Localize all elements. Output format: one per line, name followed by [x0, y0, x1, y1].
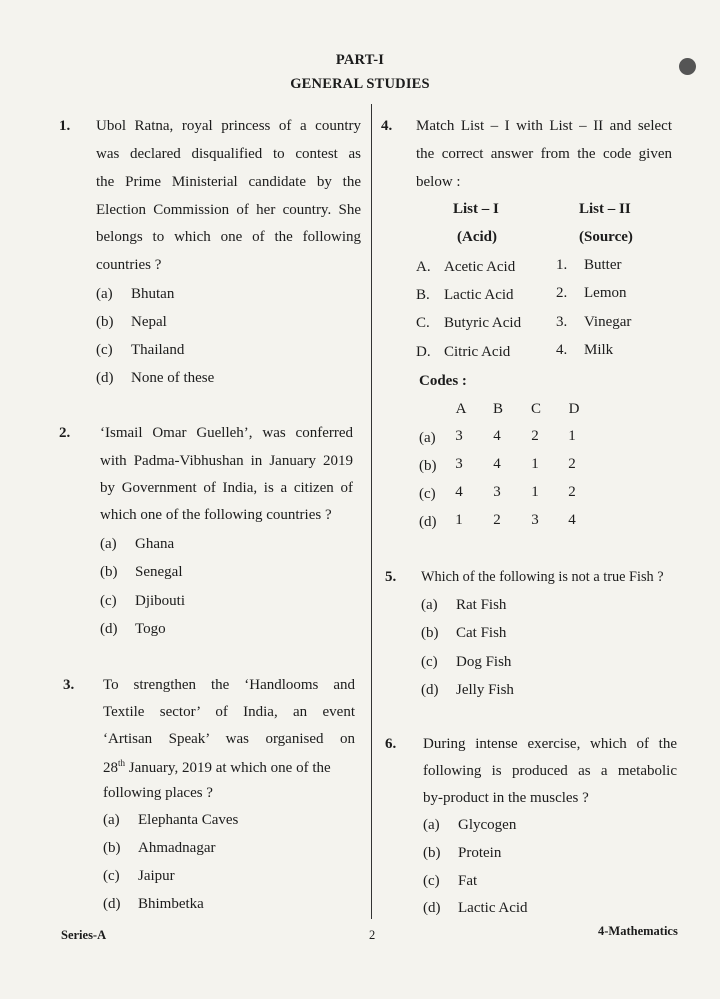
- question-5-option-a: (a) Rat Fish: [421, 597, 507, 613]
- question-5-option-c: (c) Dog Fish: [421, 654, 512, 670]
- list2-subtitle: (Source): [579, 229, 633, 245]
- question-4-line: below :: [416, 174, 461, 190]
- question-6-line: following is produced as a metabolic: [423, 763, 677, 779]
- question-1-option-d: (d) None of these: [96, 370, 215, 386]
- question-1-option-c: (c) Thailand: [96, 342, 185, 358]
- list1-item-a: A. Acetic Acid: [416, 259, 516, 275]
- list1-item-b: B. Lactic Acid: [416, 287, 514, 303]
- question-6-option-b: (b) Protein: [423, 845, 502, 861]
- code-value: 1: [455, 512, 463, 528]
- question-5-option-d: (d) Jelly Fish: [421, 682, 514, 698]
- question-3-line: Textile sector’ of India, an event: [103, 704, 355, 720]
- code-row-label: (c): [419, 486, 436, 502]
- question-2-option-a: (a) Ghana: [100, 536, 175, 552]
- code-value: 3: [455, 456, 463, 472]
- question-1-line: was declared disqualified to contest as: [96, 146, 361, 162]
- code-value: 4: [493, 456, 501, 472]
- code-row-label: (a): [419, 430, 436, 446]
- code-value: 4: [455, 484, 463, 500]
- code-row-label: (b): [419, 458, 437, 474]
- question-2-line: which one of the following countries ?: [100, 507, 332, 523]
- codes-label: Codes :: [419, 373, 467, 389]
- subject-label: 4-Mathematics: [598, 924, 678, 938]
- code-value: 1: [531, 484, 539, 500]
- question-2-option-b: (b) Senegal: [100, 564, 183, 580]
- question-2-option-c: (c) Djibouti: [100, 593, 186, 609]
- question-1-line: Election Commission of her country. She: [96, 202, 361, 218]
- code-value: 2: [568, 456, 576, 472]
- question-6-option-a: (a) Glycogen: [423, 817, 517, 833]
- section-heading: GENERAL STUDIES: [290, 76, 430, 92]
- code-header-a: A: [455, 401, 467, 417]
- code-header-d: D: [568, 401, 580, 417]
- question-3-option-b: (b) Ahmadnagar: [103, 840, 216, 856]
- question-3-line: 28th January, 2019 at which one of the: [103, 758, 331, 776]
- list1-title: List – I: [453, 201, 499, 217]
- list2-title: List – II: [579, 201, 631, 217]
- page-number: 2: [369, 928, 376, 942]
- question-4-line: Match List – I with List – II and select: [416, 118, 672, 134]
- question-2-line: by Government of India, is a citizen of: [100, 480, 353, 496]
- code-value: 3: [455, 428, 463, 444]
- code-value: 3: [531, 512, 539, 528]
- code-value: 2: [531, 428, 539, 444]
- question-1-option-b: (b) Nepal: [96, 314, 167, 330]
- question-5-option-b: (b) Cat Fish: [421, 625, 507, 641]
- code-value: 3: [493, 484, 501, 500]
- column-divider: [371, 104, 372, 919]
- question-5-line: Which of the following is not a true Fish ?: [421, 569, 664, 585]
- code-value: 1: [568, 428, 576, 444]
- question-3-line: To strengthen the ‘Handlooms and: [103, 677, 355, 693]
- question-3-option-c: (c) Jaipur: [103, 868, 175, 884]
- code-value: 4: [493, 428, 501, 444]
- code-value: 2: [568, 484, 576, 500]
- list1-item-c: C. Butyric Acid: [416, 315, 522, 331]
- question-3-line: ‘Artisan Speak’ was organised on: [103, 731, 355, 747]
- code-row-label: (d): [419, 514, 437, 530]
- question-6-option-d: (d) Lactic Acid: [423, 900, 528, 916]
- series-label: Series-A: [61, 928, 107, 942]
- question-6-line: by-product in the muscles ?: [423, 790, 589, 806]
- question-3-line: following places ?: [103, 785, 213, 801]
- question-3-option-a: (a) Elephanta Caves: [103, 812, 239, 828]
- question-2-option-d: (d) Togo: [100, 621, 166, 637]
- list1-item-d: D. Citric Acid: [416, 344, 511, 360]
- question-3-option-d: (d) Bhimbetka: [103, 896, 204, 912]
- part-heading: PART-I: [335, 52, 385, 68]
- code-value: 1: [531, 456, 539, 472]
- code-value: 2: [493, 512, 501, 528]
- list2-item-1: 1. Butter: [556, 257, 622, 273]
- question-6-line: During intense exercise, which of the: [423, 736, 677, 752]
- question-1-line: the Prime Ministerial candidate by the: [96, 174, 361, 190]
- question-4-line: the correct answer from the code given: [416, 146, 672, 162]
- question-2-line: ‘Ismail Omar Guelleh’, was conferred: [100, 425, 353, 441]
- list2-item-4: 4. Milk: [556, 342, 614, 358]
- question-2-number: 2.: [59, 425, 71, 441]
- question-6-option-c: (c) Fat: [423, 873, 478, 889]
- question-1-line: belongs to which one of the following: [96, 229, 361, 245]
- code-header-c: C: [530, 401, 541, 417]
- question-2-line: with Padma-Vibhushan in January 2019: [100, 453, 353, 469]
- list2-item-2: 2. Lemon: [556, 285, 627, 301]
- question-1-option-a: (a) Bhutan: [96, 286, 175, 302]
- question-6-number: 6.: [385, 736, 397, 752]
- question-5-number: 5.: [385, 569, 397, 585]
- code-header-b: B: [492, 401, 503, 417]
- question-1-line: Ubol Ratna, royal princess of a country: [96, 118, 361, 134]
- question-1-line: countries ?: [96, 257, 162, 273]
- question-4-number: 4.: [381, 118, 393, 134]
- question-1-number: 1.: [59, 118, 71, 134]
- code-value: 4: [568, 512, 576, 528]
- list2-item-3: 3. Vinegar: [556, 314, 632, 330]
- question-3-number: 3.: [63, 677, 75, 693]
- list1-subtitle: (Acid): [457, 229, 497, 245]
